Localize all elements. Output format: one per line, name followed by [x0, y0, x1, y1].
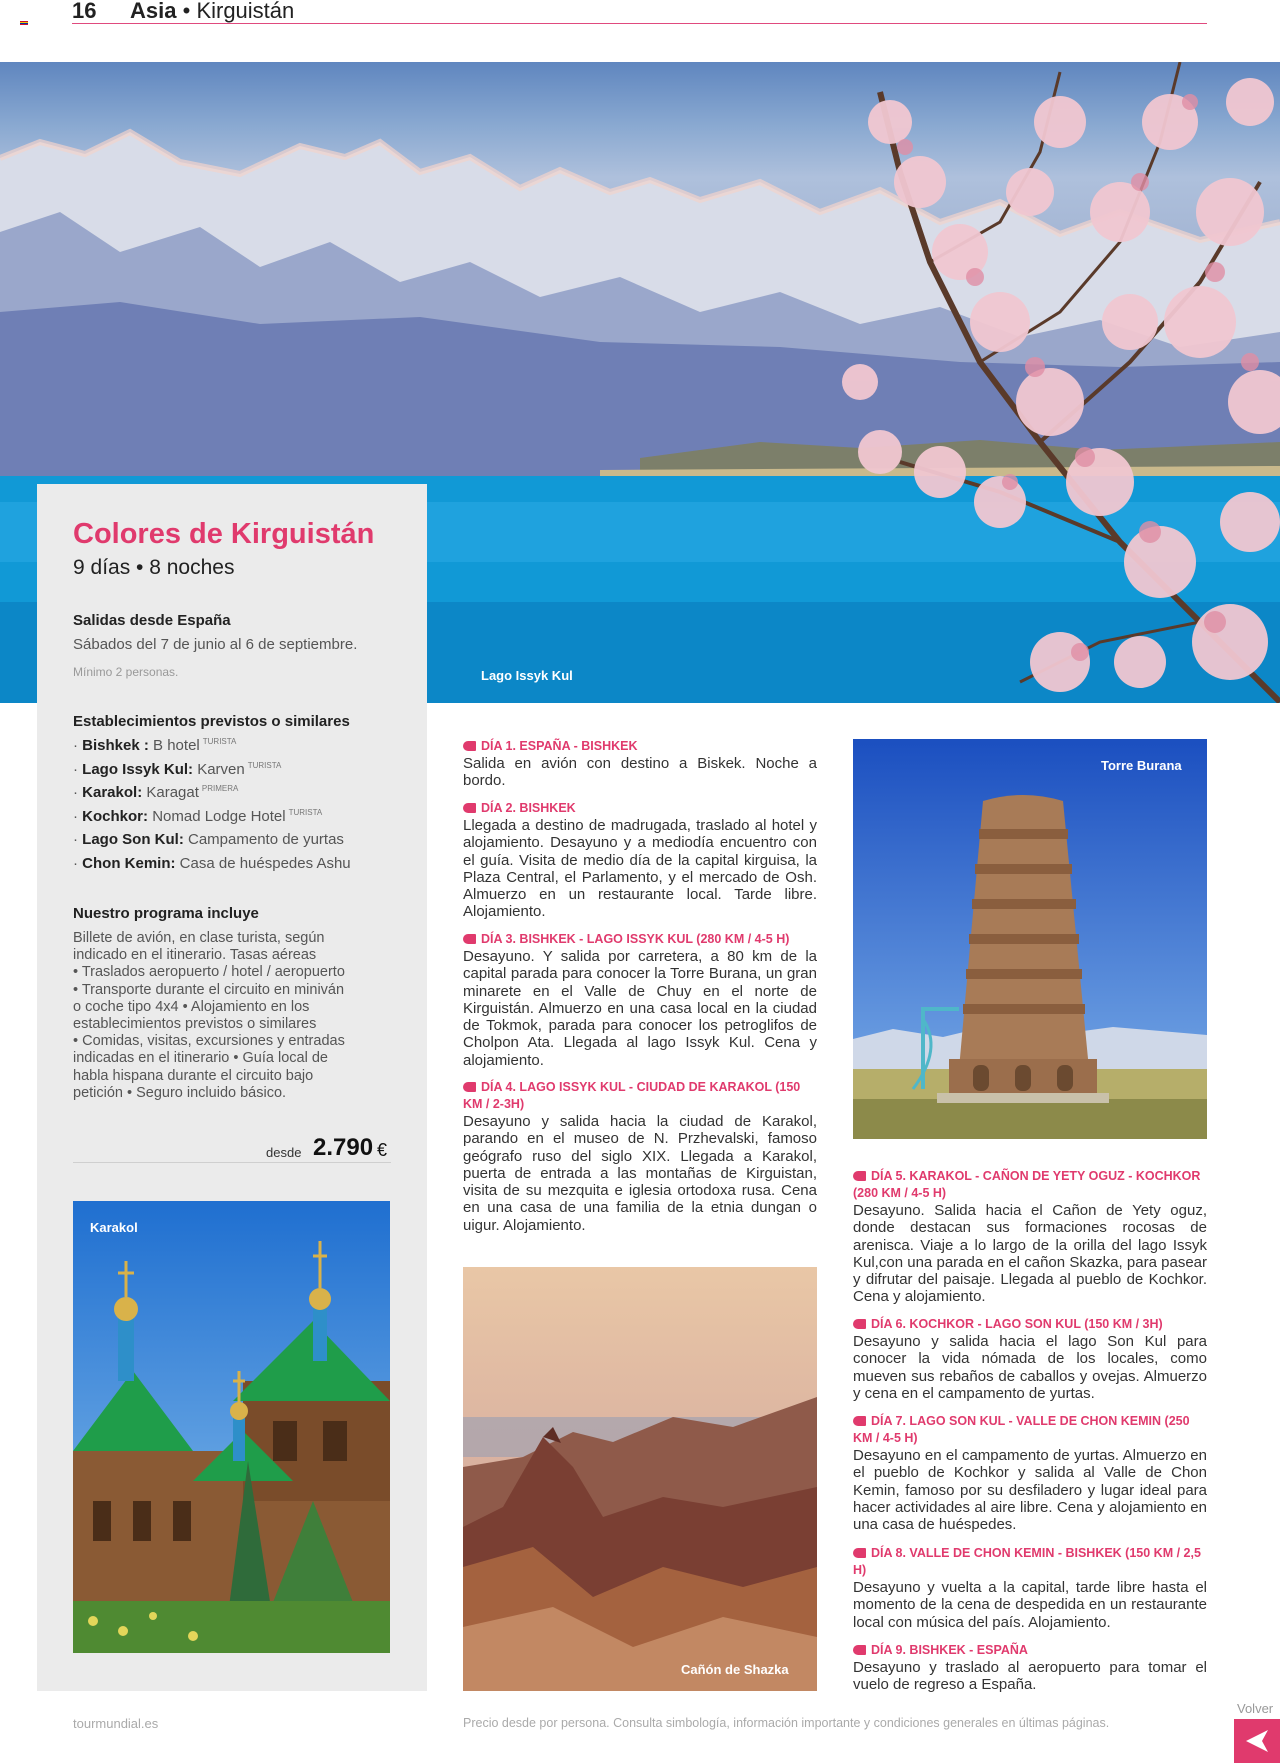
- photo-caption-canon: Cañón de Shazka: [681, 1662, 789, 1677]
- includes-line: indicado en el itinerario. Tasas aéreas: [73, 947, 317, 964]
- price-value: 2.790: [313, 1134, 374, 1161]
- day-text: Salida en avión con destino a Biskek. Noche a bordo.: [463, 755, 817, 790]
- minimum-persons: Mínimo 2 personas.: [73, 665, 179, 679]
- hotel-city: Lago Son Kul:: [82, 831, 184, 848]
- hotel-category: TURISTA: [247, 760, 282, 770]
- hotel-item: · Lago Issyk Kul: Karven $^{TURISTA}$: [73, 760, 282, 778]
- itinerary-day-8: [853, 1545, 1207, 1631]
- includes-line: Billete de avión, en clase turista, según: [73, 930, 325, 946]
- includes-line: • Traslados aeropuerto / hotel / aeropuerto: [73, 964, 345, 981]
- hotel-item: · Karakol: Karagat $^{PRIMERA}$: [73, 784, 239, 801]
- day-title: DÍA 9. BISHKEK - ESPAÑA: [853, 1642, 1207, 1659]
- day-title: DÍA 3. BISHKEK - LAGO ISSYK KUL (280 KM / 4-5 H): [463, 931, 817, 948]
- tour-duration: 9 días • 8 noches: [73, 556, 235, 579]
- itinerary-day-1: [463, 738, 817, 790]
- hotel-city: Karakol:: [82, 784, 143, 801]
- day-text: Desayuno en el campamento de yurtas. Almuerzo en el pueblo de Kochkor y salida al Valle de Chon Kemin, famoso por su desfiladero y lugar ideal para hacer actividades al aire libre. Cena y alojamiento en una casa de huéspedes.: [853, 1447, 1207, 1534]
- day-text: Desayuno y traslado al aeropuerto para tomar el vuelo de regreso a España.: [853, 1659, 1207, 1694]
- day-title: DÍA 8. VALLE DE CHON KEMIN - BISHKEK (150 KM / 2,5 H): [853, 1545, 1207, 1579]
- hotel-city: Lago Issyk Kul:: [82, 760, 194, 778]
- day-text: Llegada a destino de madrugada, traslado al hotel y alojamiento. Desayuno y a mediodía encuentro con el guía. Visita de medio día de la capital kirguisa, la Plaza Central, el Parlamento, y el mercado de Osh. Almuerzo en un restaurante local. Tarde libre. Alojamiento.: [463, 817, 817, 921]
- hotel-city: Kochkor:: [82, 807, 149, 825]
- section-title: [130, 0, 294, 24]
- departures-text: Sábados del 7 de junio al 6 de septiembre.: [73, 636, 358, 653]
- itinerary-day-9: [853, 1642, 1207, 1694]
- photo-canon-shazka: [463, 1267, 817, 1691]
- price-prefix: desde: [266, 1145, 302, 1160]
- hotel-name: Campamento de yurtas: [188, 831, 344, 848]
- hotel-name: Casa de huéspedes Ashu: [179, 854, 351, 872]
- back-button[interactable]: [1234, 1719, 1280, 1763]
- hero-caption: Lago Issyk Kul: [481, 668, 573, 683]
- day-title: DÍA 2. BISHKEK: [463, 800, 817, 817]
- itinerary-day-4: [463, 1079, 817, 1234]
- photo-caption-karakol: Karakol: [90, 1220, 138, 1235]
- photo-torre-burana: [853, 739, 1207, 1139]
- hotel-city: Bishkek :: [82, 737, 149, 754]
- includes-line: o coche tipo 4x4 • Alojamiento en los: [73, 998, 310, 1015]
- header-separator: •: [182, 0, 191, 23]
- country-label: Kirguistán: [196, 0, 295, 23]
- hotel-name: Nomad Lodge Hotel: [152, 807, 286, 825]
- hotel-category: PRIMERA: [201, 784, 239, 793]
- back-label[interactable]: Volver: [1237, 1701, 1274, 1716]
- includes-line: establecimientos previstos o similares: [73, 1016, 317, 1033]
- region-label: Asia: [130, 0, 177, 23]
- tour-title: Colores de Kirguistán: [73, 518, 375, 550]
- day-text: Desayuno. Y salida por carretera, a 80 km de la capital parada para conocer la Torre Burana, un gran minarete en el Valle de Chuy en el norte de Kirguistán. Almuerzo en una casa local en la ciudad de Tokmok, parada para conocer los petroglifos de Cholpon Ata. Llegada al lago Issyk Kul. Cena y alojamiento.: [463, 948, 817, 1069]
- hotels-heading: Establecimientos previstos o similares: [73, 713, 350, 730]
- page-number: 16: [72, 0, 97, 23]
- includes-heading: Nuestro programa incluye: [73, 905, 259, 922]
- day-title: DÍA 5. KARAKOL - CAÑON DE YETY OGUZ - KOCHKOR (280 KM / 4-5 H): [853, 1168, 1207, 1202]
- day-title: DÍA 7. LAGO SON KUL - VALLE DE CHON KEMIN (250 KM / 4-5 H): [853, 1413, 1207, 1447]
- footer-note: Precio desde por persona. Consulta simbología, información importante y condiciones generales en últimas páginas.: [463, 1716, 1110, 1730]
- price-divider: [73, 1162, 391, 1163]
- includes-text: [73, 930, 393, 1102]
- day-text: Desayuno y salida hacia la ciudad de Karakol, parando en el museo de N. Przhevalski, famoso geógrafo ruso del siglo XIX. Llegada a Karakol, puerta de entrada a las montañas de Kirguistan, visita de su mezquita e iglesia ortodoxa rusa. Cena en una casa de una familia de la etnia dungan o uigur. Alojamiento.: [463, 1113, 817, 1234]
- hotel-item: · Bishkek : B hotel $^{TURISTA}$: [73, 737, 237, 754]
- hotel-category: TURISTA: [202, 737, 237, 746]
- includes-line: • Comidas, visitas, excursiones y entradas: [73, 1033, 345, 1050]
- day-title: DÍA 4. LAGO ISSYK KUL - CIUDAD DE KARAKOL (150 KM / 2-3H): [463, 1079, 817, 1113]
- hotel-name: B hotel: [153, 737, 200, 754]
- hotel-item: · Chon Kemin: Casa de huéspedes Ashu: [73, 854, 351, 872]
- itinerary-day-2: [463, 800, 817, 921]
- back-arrow-icon: [1234, 1719, 1280, 1763]
- day-text: Desayuno y vuelta a la capital, tarde libre hasta el momento de la cena de despedida en un restaurante local con música del país. Alojamiento.: [853, 1579, 1207, 1631]
- hotel-item: · Kochkor: Nomad Lodge Hotel $^{TURISTA}$: [73, 807, 323, 825]
- photo-karakol: [73, 1201, 390, 1653]
- flag-icon: [20, 21, 28, 26]
- includes-line: • Transporte durante el circuito en miniván: [73, 981, 345, 998]
- photo-caption-torre: Torre Burana: [1101, 758, 1182, 773]
- departures-heading: Salidas desde España: [73, 612, 231, 629]
- includes-line: indicadas en el itinerario • Guía local de: [73, 1050, 328, 1067]
- itinerary-day-6: [853, 1316, 1207, 1402]
- day-title: DÍA 1. ESPAÑA - BISHKEK: [463, 738, 817, 755]
- hotel-name: Karven: [197, 760, 245, 778]
- day-text: Desayuno. Salida hacia el Cañon de Yety oguz, donde destacan sus formaciones rocosas de arenisca. Viaje a lo largo de la orilla del lago Issyk Kul,con una parada en el cañon Skazka, para pasear y difrutar del paisaje. Llegada al pueblo de Kochkor. Cena y alojamiento.: [853, 1202, 1207, 1306]
- day-title: DÍA 6. KOCHKOR - LAGO SON KUL (150 KM / 3H): [853, 1316, 1207, 1333]
- page-header: [72, 0, 1207, 24]
- hotel-category: TURISTA: [288, 807, 323, 817]
- hotel-item: · Lago Son Kul: Campamento de yurtas: [73, 831, 344, 848]
- footer-site: tourmundial.es: [73, 1716, 159, 1731]
- hotel-name: Karagat: [146, 784, 199, 801]
- price-currency: €: [377, 1140, 388, 1160]
- itinerary-day-3: [463, 931, 817, 1069]
- includes-line: habla hispana durante el circuito bajo: [73, 1067, 314, 1084]
- includes-line: petición • Seguro incluido básico.: [73, 1084, 287, 1101]
- hotel-city: Chon Kemin:: [82, 854, 176, 872]
- itinerary-day-5: [853, 1168, 1207, 1306]
- hotels-list: [73, 737, 351, 878]
- day-text: Desayuno y salida hacia el lago Son Kul para conocer la vida nómada de los locales, como mueven sus rebaños de caballos y ovejas. Almuerzo y cena en el campamento de yurtas.: [853, 1333, 1207, 1402]
- itinerary-day-7: [853, 1413, 1207, 1533]
